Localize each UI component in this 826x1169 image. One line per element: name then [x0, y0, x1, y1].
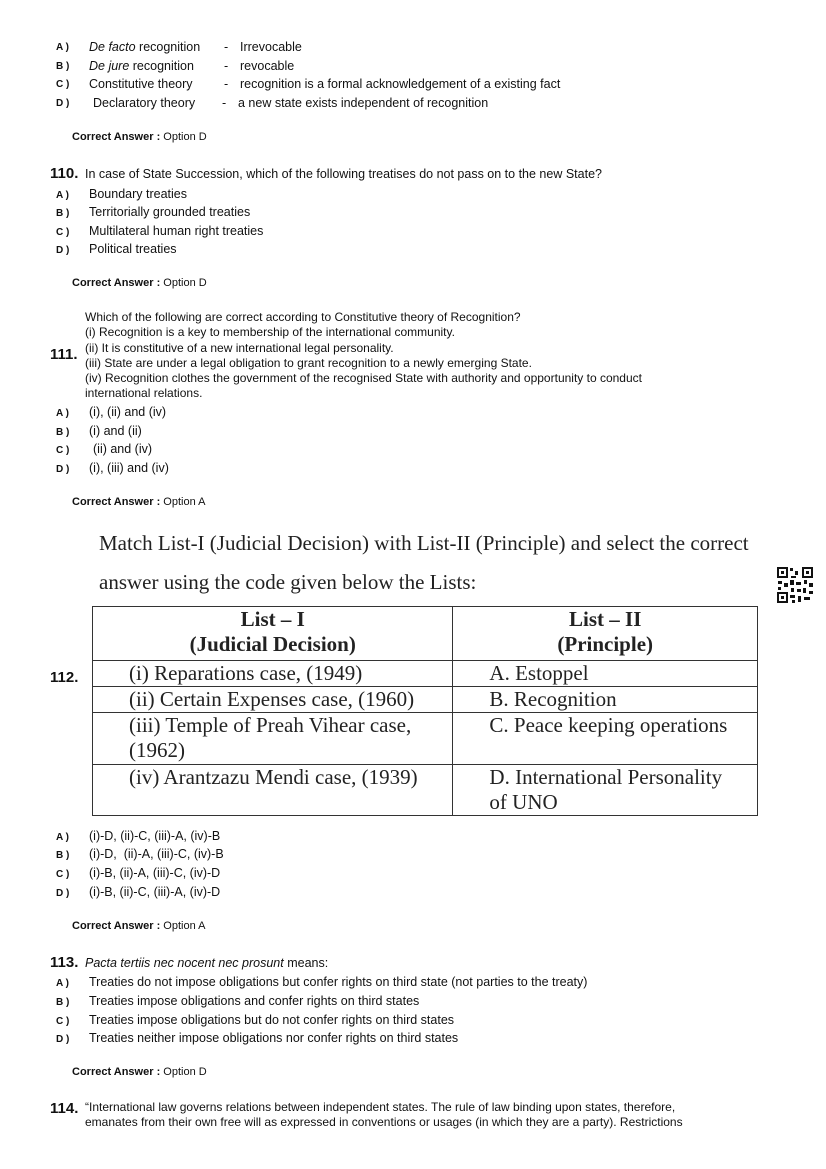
table-row: [93, 687, 758, 713]
option-text: (i)-D, (ii)-A, (iii)-C, (iv)-B: [89, 847, 224, 861]
option-text: (i), (ii) and (iv): [89, 405, 167, 419]
correct-answer: Correct Answer : Option D: [72, 277, 207, 289]
table-row: [93, 765, 758, 816]
table-cell: (i) Reparations case, (1949): [93, 661, 453, 687]
option-text: Declaratory theory: [93, 96, 196, 110]
question-number: 111.: [50, 346, 78, 363]
question-text: Pacta tertiis nec nocent nec prosunt means:: [85, 956, 329, 970]
option-text: (i)-D, (ii)-C, (iii)-A, (iv)-B: [89, 829, 221, 843]
option-label: C ): [56, 227, 70, 238]
question-number: 110.: [50, 165, 79, 182]
option-separator: -: [222, 96, 227, 110]
option-label: D ): [56, 888, 70, 899]
option-text: Treaties do not impose obligations but confer rights on third state (not parties to the treaty): [89, 975, 588, 989]
option-text: (i), (iii) and (iv): [89, 461, 169, 475]
question-number: 112.: [50, 669, 79, 686]
table-cell: D. International Personality of UNO: [453, 765, 758, 816]
correct-answer: Correct Answer : Option D: [72, 131, 207, 143]
question-number: 113.: [50, 954, 79, 971]
option-label: A ): [56, 408, 69, 419]
match-table: [92, 606, 758, 816]
option-desc: Irrevocable: [240, 40, 302, 54]
option-text: (i) and (ii): [89, 424, 142, 438]
table-row: [93, 661, 758, 687]
table-cell: B. Recognition: [453, 687, 758, 713]
option-label: A ): [56, 190, 69, 201]
option-label: A ): [56, 978, 69, 989]
option-separator: -: [224, 59, 229, 73]
option-label: D ): [56, 98, 70, 109]
list-ii-header: List – II (Principle): [453, 607, 758, 661]
option-text: Political treaties: [89, 242, 177, 256]
qr-code-icon: [776, 566, 814, 604]
option-text: De jure recognition: [89, 59, 194, 73]
question-text: Which of the following are correct according to Constitutive theory of Recognition? (i) Recognition is a key to membership of the international community. (ii) It is constitutive of a new international legal personality. (iii) State are under a legal obligation to grant recognition to a newly emerging State. (iv) Recognition clothes the government of the recognised State with authority and opportunity to conduct international relations.: [85, 310, 642, 401]
correct-answer: Correct Answer : Option A: [72, 920, 206, 932]
option-label: B ): [56, 997, 70, 1008]
question-text: Match List-I (Judicial Decision) with List-II (Principle) and select the correct: [99, 531, 749, 555]
option-label: D ): [56, 245, 70, 256]
table-cell: (iii) Temple of Preah Vihear case, (1962): [93, 713, 453, 765]
option-separator: -: [224, 77, 229, 91]
option-desc: revocable: [240, 59, 295, 73]
option-text: Multilateral human right treaties: [89, 224, 264, 238]
option-label: C ): [56, 1016, 70, 1027]
option-text: (ii) and (iv): [93, 442, 153, 456]
table-row: [93, 713, 758, 765]
correct-answer: Correct Answer : Option D: [72, 1066, 207, 1078]
option-label: C ): [56, 445, 70, 456]
option-separator: -: [224, 40, 229, 54]
option-label: A ): [56, 42, 69, 53]
option-label: C ): [56, 869, 70, 880]
question-text: In case of State Succession, which of the following treatises do not pass on to the new State?: [85, 167, 602, 181]
question-number: 114.: [50, 1100, 79, 1117]
correct-answer: Correct Answer : Option A: [72, 496, 206, 508]
option-desc: a new state exists independent of recognition: [238, 96, 489, 110]
table-cell: C. Peace keeping operations: [453, 713, 758, 765]
option-label: B ): [56, 208, 70, 219]
question-text: answer using the code given below the Lists:: [99, 570, 477, 594]
option-text: Constitutive theory: [89, 77, 193, 91]
option-desc: recognition is a formal acknowledgement of a existing fact: [240, 77, 561, 91]
table-cell: (ii) Certain Expenses case, (1960): [93, 687, 453, 713]
table-cell: (iv) Arantzazu Mendi case, (1939): [93, 765, 453, 816]
option-label: D ): [56, 1034, 70, 1045]
question-text: “International law governs relations between independent states. The rule of law binding upon states, therefore,: [85, 1100, 676, 1114]
option-label: B ): [56, 61, 70, 72]
option-label: B ): [56, 427, 70, 438]
option-label: A ): [56, 832, 69, 843]
table-cell: A. Estoppel: [453, 661, 758, 687]
question-text: emanates from their own free will as expressed in conventions or usages (in which they are a party). Restrictions: [85, 1115, 683, 1129]
option-text: Boundary treaties: [89, 187, 187, 201]
option-text: De facto recognition: [89, 40, 201, 54]
option-label: D ): [56, 464, 70, 475]
option-text: Territorially grounded treaties: [89, 205, 251, 219]
option-label: C ): [56, 79, 70, 90]
option-text: (i)-B, (ii)-A, (iii)-C, (iv)-D: [89, 866, 221, 880]
list-i-header: List – I (Judicial Decision): [93, 607, 453, 661]
option-text: Treaties impose obligations and confer rights on third states: [89, 994, 420, 1008]
option-text: (i)-B, (ii)-C, (iii)-A, (iv)-D: [89, 885, 221, 899]
option-label: B ): [56, 850, 70, 861]
option-text: Treaties impose obligations but do not confer rights on third states: [89, 1013, 455, 1027]
option-text: Treaties neither impose obligations nor confer rights on third states: [89, 1031, 459, 1045]
